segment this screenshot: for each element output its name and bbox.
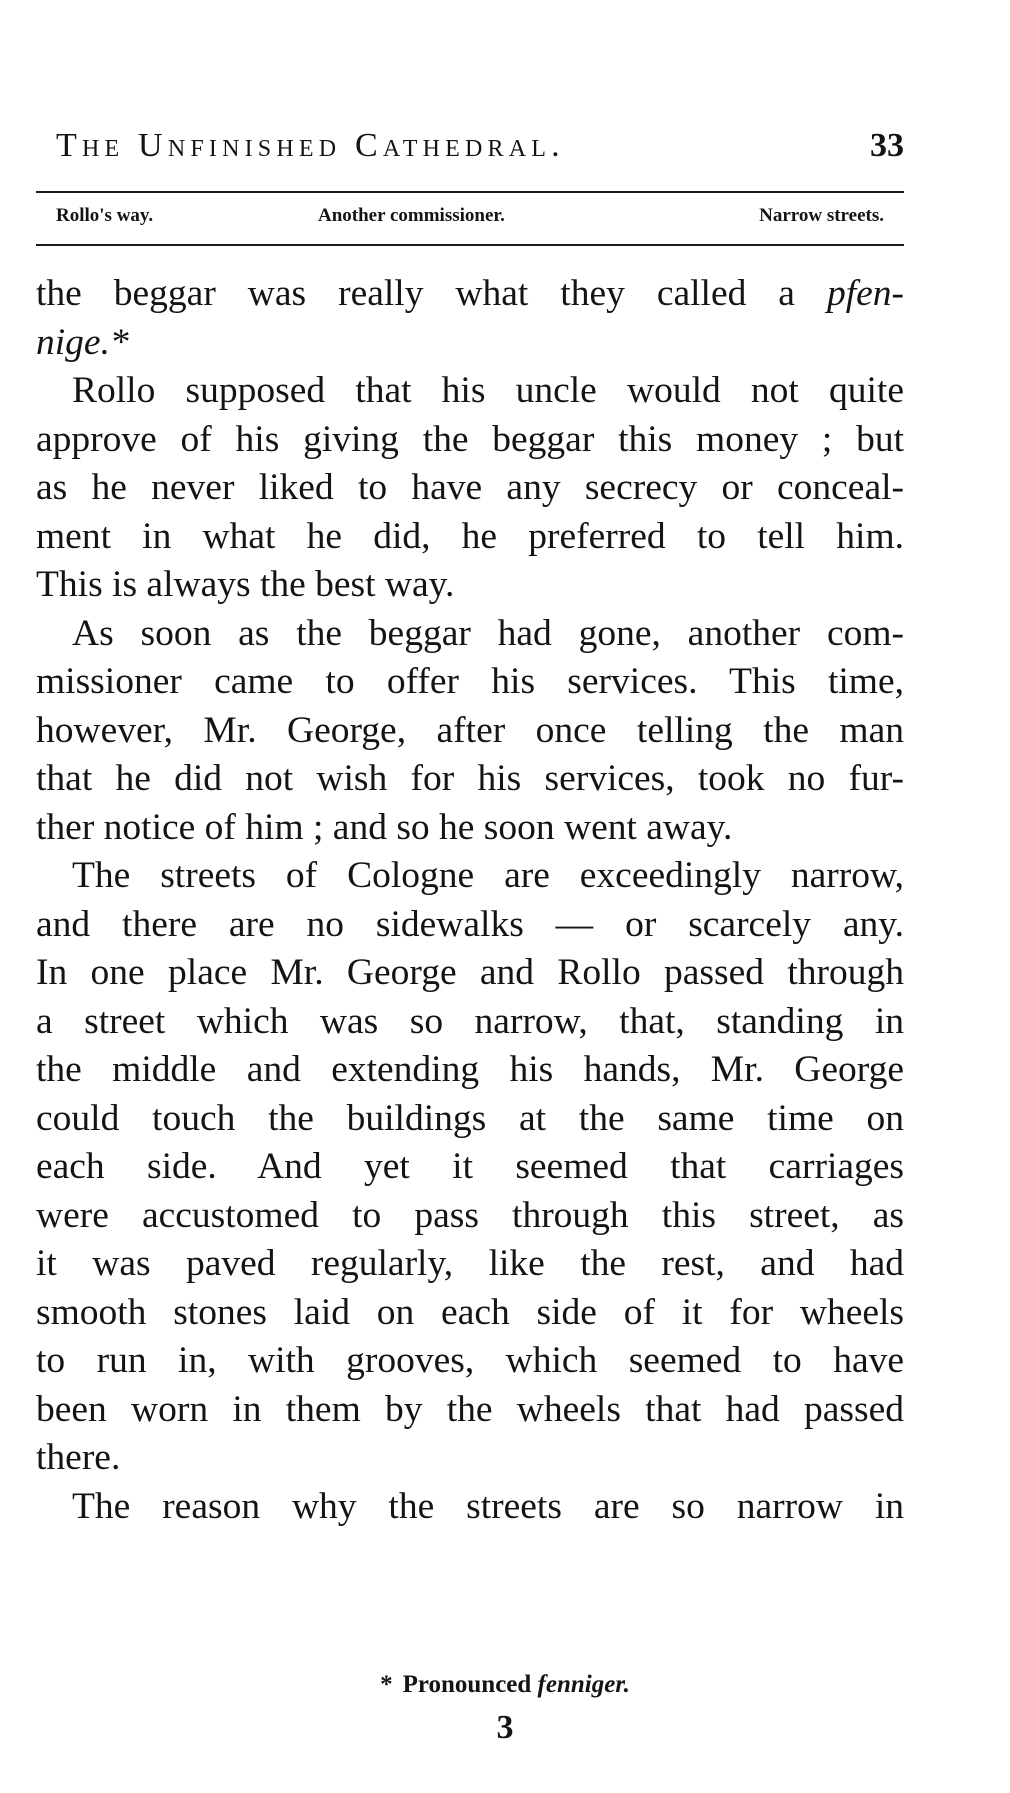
- running-title: The Unfinished Cathedral.: [56, 127, 565, 164]
- text-line-content: the middle and extending his hands, Mr. George: [36, 1049, 904, 1090]
- subhead-another-commissioner: Another commissioner.: [318, 205, 505, 226]
- footnote-text: Pronounced: [402, 1671, 538, 1698]
- text-line: [36, 804, 904, 853]
- text-line-content: each side. And yet it seemed that carriages: [36, 1146, 904, 1187]
- text-line: [36, 561, 904, 610]
- text-line-content: As soon as the beggar had gone, another com-: [72, 612, 904, 654]
- text-line-content: This is always the best way.: [36, 564, 455, 605]
- text-line: [36, 707, 904, 756]
- text-line-content: The reason why the streets are so narrow in: [72, 1485, 904, 1527]
- text-line-content: missioner came to offer his services. This time,: [36, 661, 904, 702]
- text-line-content: In one place Mr. George and Rollo passed through: [36, 952, 904, 993]
- text-line: [36, 755, 904, 804]
- subheads: [56, 200, 884, 232]
- text-line: [36, 1337, 904, 1386]
- text-line: [36, 270, 904, 319]
- text-line: [36, 1046, 904, 1095]
- body-text: [36, 270, 904, 1531]
- text-line: [36, 1289, 904, 1338]
- text-line-content: a street which was so narrow, that, standing in: [36, 1000, 904, 1042]
- subhead-narrow-streets: Narrow streets.: [759, 205, 884, 226]
- text-line-content: the beggar was really what they called a: [36, 273, 827, 314]
- text-line-content: The streets of Cologne are exceedingly narrow,: [72, 855, 904, 896]
- text-line-content: it was paved regularly, like the rest, and had: [36, 1243, 904, 1284]
- header-rule-bottom: [36, 244, 904, 246]
- text-line: [36, 901, 904, 950]
- signature-mark: 3: [496, 1709, 514, 1746]
- text-line-content: could touch the buildings at the same time on: [36, 1097, 904, 1139]
- text-line-content: approve of his giving the beggar this money ; but: [36, 418, 904, 460]
- text-line: [36, 513, 904, 562]
- text-line-content: were accustomed to pass through this street, as: [36, 1194, 904, 1236]
- text-line: [36, 852, 904, 901]
- text-line-content: as he never liked to have any secrecy or conceal-: [36, 467, 904, 508]
- text-line: [36, 998, 904, 1047]
- text-line-content: Rollo supposed that his uncle would not quite: [72, 370, 904, 411]
- running-head: [56, 126, 904, 166]
- italic-word: nige.*: [36, 321, 129, 363]
- footnote-italic: fenniger.: [537, 1671, 630, 1698]
- text-line-content: ment in what he did, he preferred to tell him.: [36, 515, 904, 557]
- text-line: [36, 658, 904, 707]
- text-line-content: to run in, with grooves, which seemed to have: [36, 1340, 904, 1381]
- text-line-content: and there are no sidewalks — or scarcely any.: [36, 903, 904, 945]
- text-line-content: ther notice of him ; and so he soon went away.: [36, 806, 733, 848]
- text-line: [36, 464, 904, 513]
- text-line: [36, 1143, 904, 1192]
- text-line: [36, 1095, 904, 1144]
- subhead-rollos-way: Rollo's way.: [56, 205, 154, 226]
- text-line-content: smooth stones laid on each side of it for wheels: [36, 1291, 904, 1333]
- footnote-marker: *: [380, 1671, 393, 1698]
- text-line-content: however, Mr. George, after once telling the man: [36, 709, 904, 751]
- header-rule-top: [36, 191, 904, 193]
- text-line: [36, 319, 904, 368]
- text-line: [36, 416, 904, 465]
- page-number: 33: [870, 127, 904, 164]
- text-line: [36, 1434, 904, 1483]
- text-line: [36, 1240, 904, 1289]
- text-line: [36, 367, 904, 416]
- italic-word: pfen-: [826, 273, 904, 314]
- text-line: [36, 949, 904, 998]
- text-line: [36, 610, 904, 659]
- text-line: [36, 1192, 904, 1241]
- text-line-content: there.: [36, 1437, 121, 1478]
- text-line-content: that he did not wish for his services, took no fur-: [36, 758, 904, 799]
- text-line: [36, 1483, 904, 1532]
- text-line-content: been worn in them by the wheels that had passed: [36, 1388, 904, 1430]
- text-line: [36, 1386, 904, 1435]
- footnote: [0, 1668, 1010, 1702]
